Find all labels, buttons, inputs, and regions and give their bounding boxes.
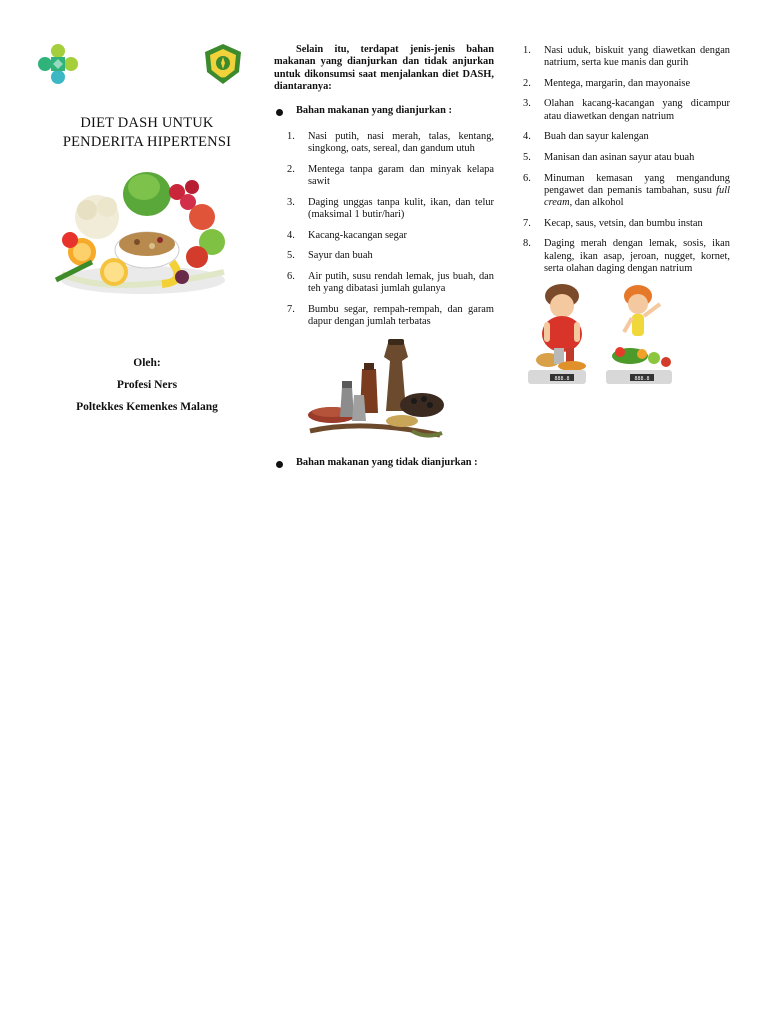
not-recommended-heading bbox=[276, 457, 496, 471]
kemenkes-logo-icon bbox=[36, 42, 80, 86]
list-item: 7. Kecap, saus, vetsin, dan bumbu instan bbox=[523, 217, 703, 229]
list-item: 4. Kacang-kacangan segar bbox=[287, 229, 407, 241]
list-item: 3. Daging unggas tanpa kulit, ikan, dan telur (maksimal 1 butir/hari) bbox=[287, 196, 494, 221]
title-line-2: PENDERITA HIPERTENSI bbox=[62, 134, 232, 150]
scale-readout-2: 888.8 bbox=[634, 376, 650, 382]
poltekkes-emblem-icon bbox=[201, 42, 245, 86]
list-item: 5. Manisan dan asinan sayur atau buah bbox=[523, 151, 695, 163]
not-recommended-heading-text: Bahan makanan yang tidak dianjurkan : bbox=[296, 457, 478, 468]
recommended-heading-text: Bahan makanan yang dianjurkan : bbox=[296, 105, 452, 116]
author-program: Profesi Ners bbox=[116, 379, 178, 391]
list-item: 6. Minuman kemasan yang mengandung pengawet dan pemanis tambahan, susu full cream, dan alkohol bbox=[523, 172, 730, 209]
scale-readout-1: 888.8 bbox=[554, 376, 570, 382]
author-label: Oleh: bbox=[133, 357, 161, 369]
list-item: 5. Sayur dan buah bbox=[287, 250, 373, 262]
list-item: 1. Nasi putih, nasi merah, talas, kentang, singkong, oats, sereal, dan gandum utuh bbox=[287, 131, 494, 155]
author-block bbox=[40, 352, 254, 418]
list-item: 8. Daging merah dengan lemak, sosis, ikan kaleng, ikan asap, jeroan, nugget, kornet, serta olahan daging dengan natrium bbox=[523, 238, 730, 274]
list-item: 6. Air putih, susu rendah lemak, jus buah, dan teh yang dibatasi jumlah gulanya bbox=[287, 270, 494, 295]
intro-paragraph: Selain itu, terdapat jenis-jenis bahan makanan yang dianjurkan dan tidak anjurkan untuk dikonsumsi saat menjalankan diet DASH, diantaranya: bbox=[274, 44, 494, 92]
list-item: 2. Mentega tanpa garam dan minyak kelapa sawit bbox=[287, 163, 494, 188]
not-recommended-list bbox=[511, 45, 730, 284]
author-institution: Poltekkes Kemenkes Malang bbox=[76, 401, 218, 413]
diet-comparison-illustration bbox=[520, 282, 688, 398]
title-line-1: DIET DASH UNTUK bbox=[80, 115, 214, 131]
list-item: 2. Mentega, margarin, dan mayonaise bbox=[523, 77, 691, 89]
spices-illustration bbox=[302, 335, 452, 447]
bullet-dot-icon bbox=[276, 461, 283, 468]
healthy-food-illustration bbox=[52, 162, 234, 302]
bullet-dot-icon bbox=[276, 109, 283, 116]
recommended-heading bbox=[276, 105, 496, 119]
list-item: 4. Buah dan sayur kalengan bbox=[523, 131, 649, 143]
recommended-list bbox=[275, 131, 494, 337]
brochure-title bbox=[40, 114, 254, 152]
list-item: 3. Olahan kacang-kacangan yang dicampur atau diawetkan dengan natrium bbox=[523, 98, 730, 122]
list-item: 1. Nasi uduk, biskuit yang diawetkan dengan natrium, serta kue manis dan gurih bbox=[523, 45, 730, 69]
list-item: 7. Bumbu segar, rempah-rempah, dan garam dapur dengan jumlah terbatas bbox=[287, 303, 494, 328]
